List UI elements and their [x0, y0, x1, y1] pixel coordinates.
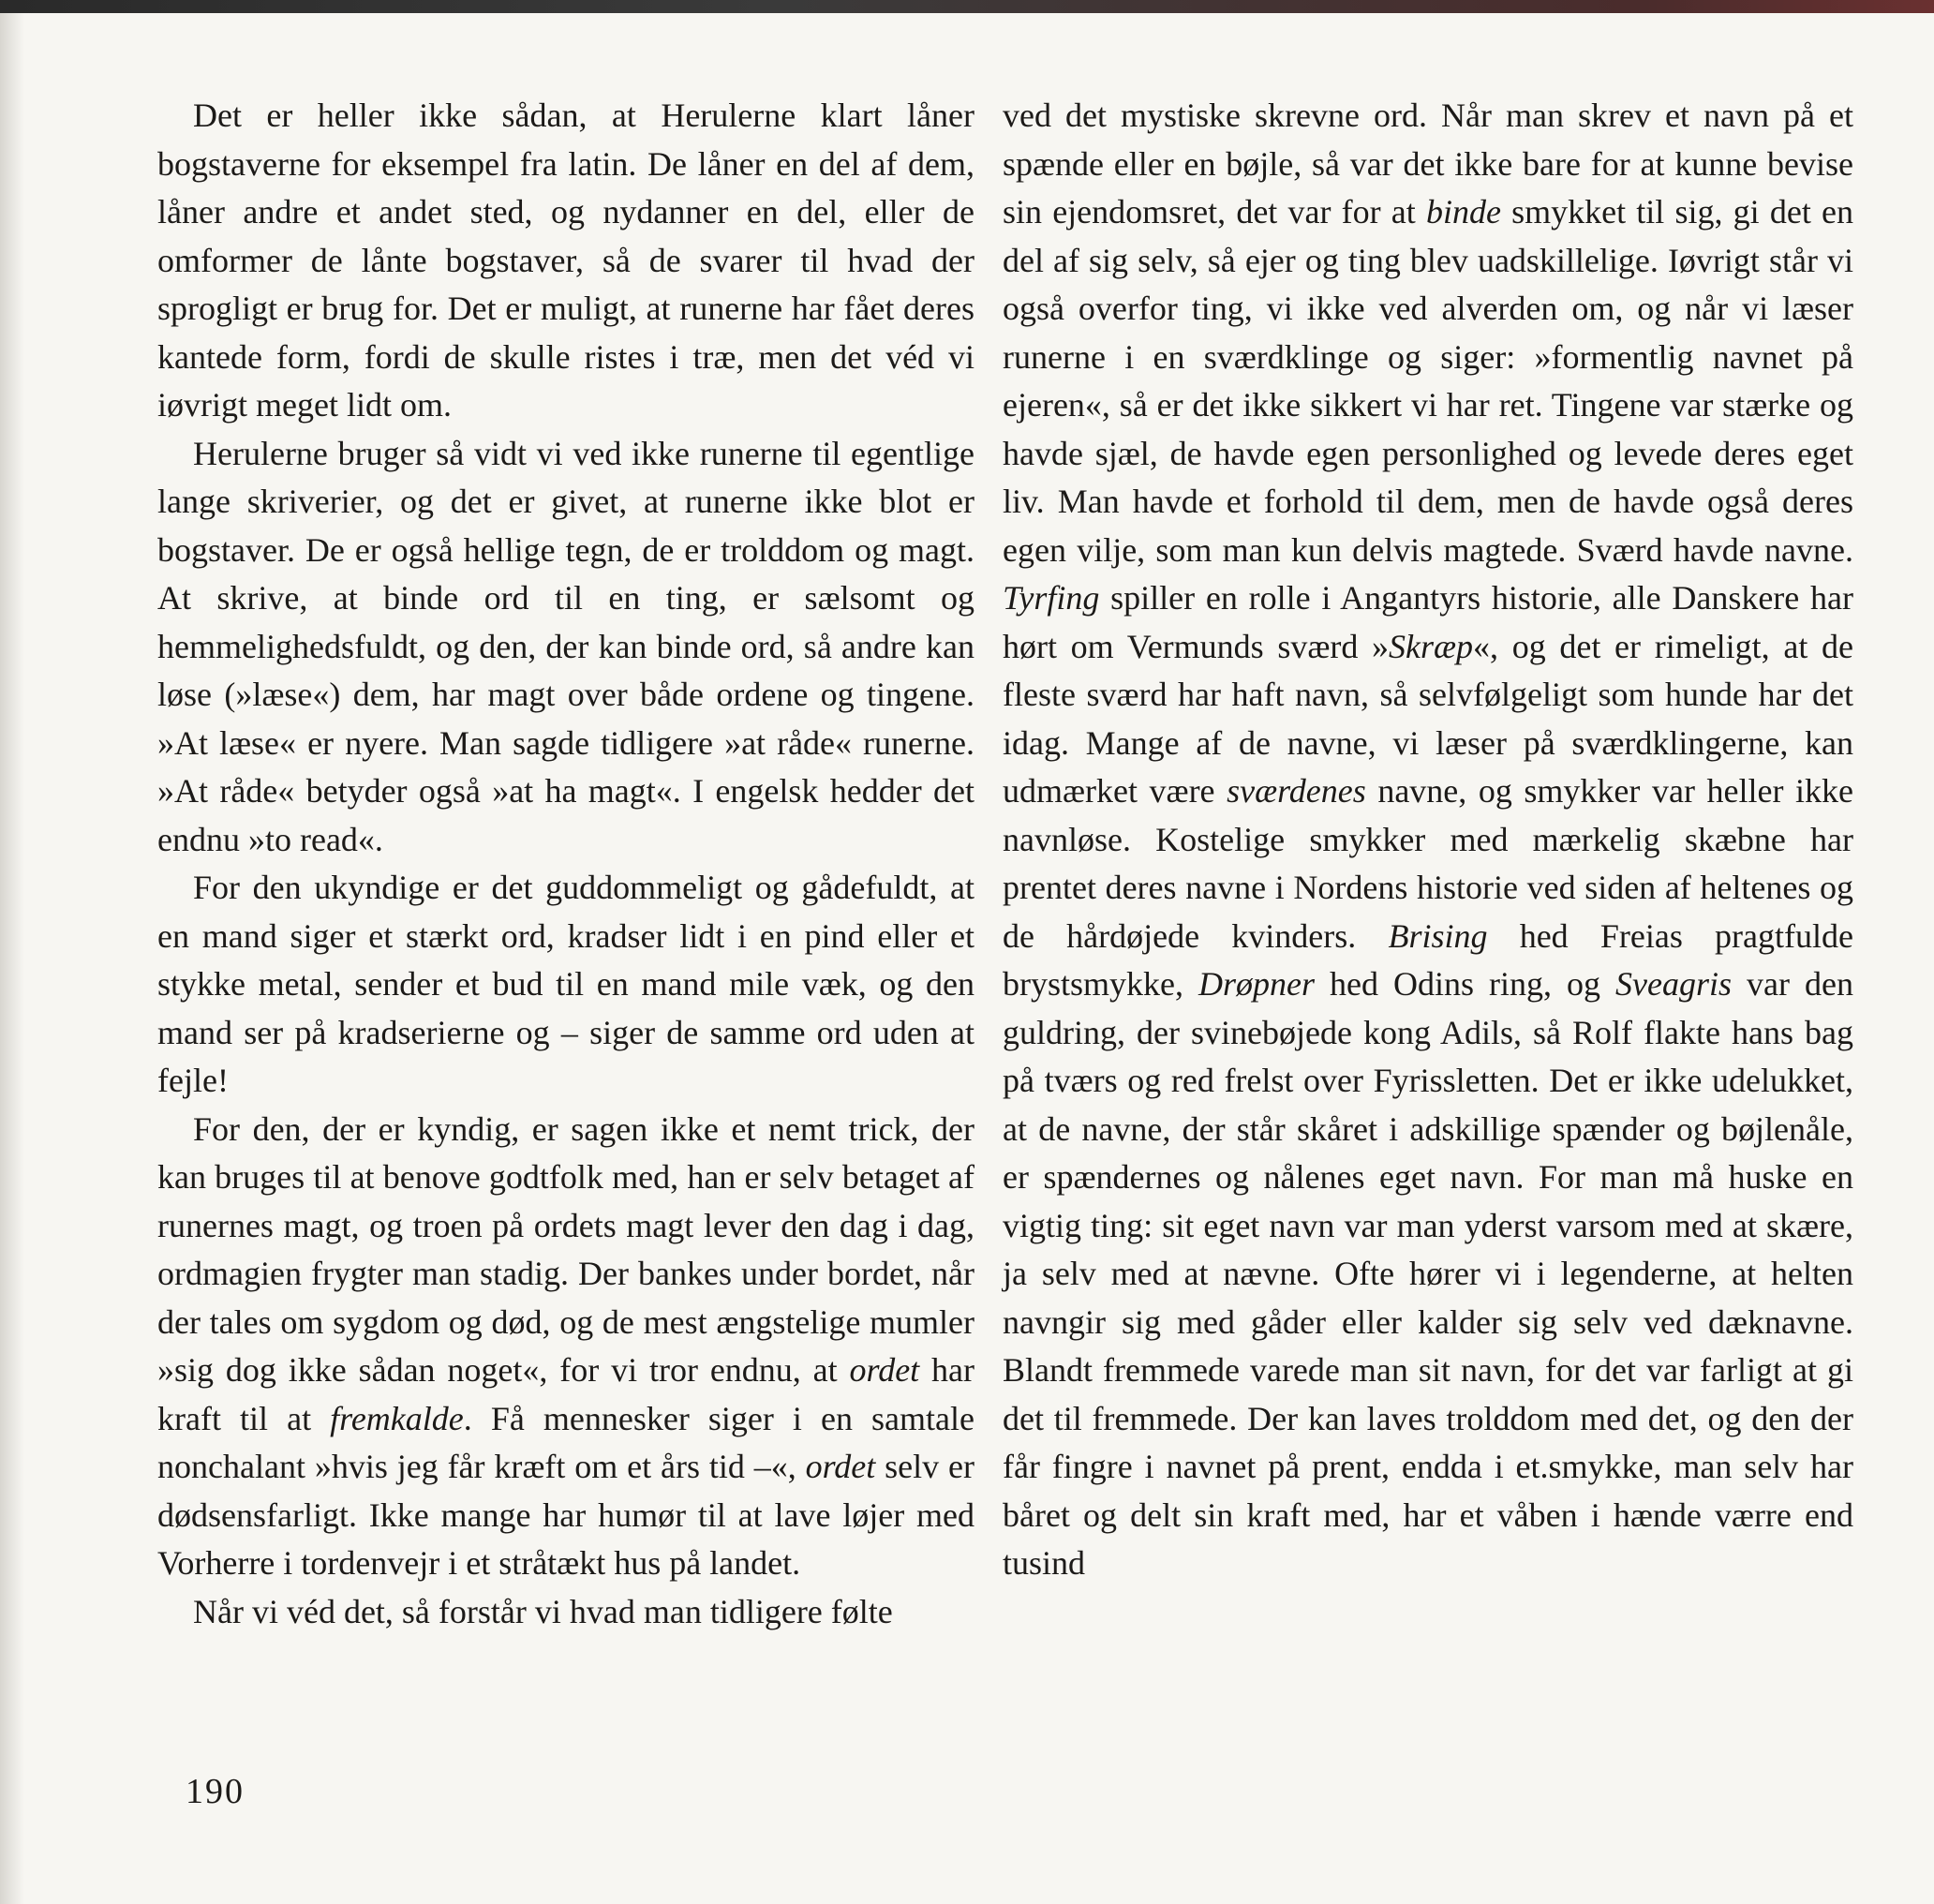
italic-text: sværdenes: [1227, 772, 1366, 810]
right-column: [1003, 92, 1853, 1588]
italic-text: Brising: [1388, 916, 1488, 955]
text-run: var den guldring, der svinebøjede kong Adils, så Rolf flakte hans bag på tværs og red frelst over Fyrissletten. Det er ikke udelukket, at de navne, der står skåret i adskillige spænder og bøjlenåle, er spændernes og nålenes eget navn. For man må huske en vigtig ting: sit eget navn var man yderst varsom med at skære, ja selv med at nævne. Ofte hører vi i legenderne, at helten navngir sig med gåder eller kalder sig selv ved dæknavne. Blandt fremmede varede man sit navn, for det var farligt at gi det til fremmede. Der kan laves trolddom med det, og den der får fingre i navnet på prent, endda i et.smykke, man selv har båret og delt sin kraft med, har et våben i hænde værre end tusind: [1003, 965, 1853, 1582]
italic-text: binde: [1425, 193, 1501, 231]
text-run: ved det mystiske skrevne ord. Når man skrev et navn på et spænde eller en bøjle, så var det ikke bare for at kunne bevise sin ejendomsret, det var for at: [1003, 97, 1853, 231]
paragraph-2: Herulerne bruger så vidt vi ved ikke runerne til egentlige lange skriverier, og det er givet, at runerne ikke blot er bogstaver. De er også hellige tegn, de er trolddom og magt. At skrive, at binde ord til en ting, er sælsomt og hemmelighedsfuldt, og den, der kan binde ord, så andre kan løse (»læse«) dem, har magt over både ordene og tingene. »At læse« er nyere. Man sagde tidligere »at råde« runerne. »At råde« betyder også »at ha magt«. I engelsk hedder det endnu »to read«.: [157, 434, 974, 858]
italic-text: fremkalde: [330, 1399, 464, 1437]
text-run: smykket til sig, gi det en del af sig selv, så ejer og ting blev uadskillelige. Iøvrigt står vi også overfor ting, vi ikke ved alverden om, og når vi læser runerne i en sværdklinge og siger: »formentlig navnet på ejeren«, så er det ikke sikkert vi har ret. Tingene var stærke og havde sjæl, de havde egen personlighed og levede deres eget liv. Man havde et forhold til dem, men de havde også deres egen vilje, som man kun delvis magtede. Sværd havde navne.: [1003, 193, 1853, 569]
italic-text: ordet: [849, 1351, 920, 1389]
paragraph-continued: [1003, 92, 1853, 1588]
paragraph-5: Når vi véd det, så forstår vi hvad man tidligere følte: [193, 1592, 893, 1630]
paragraph-4: [157, 1106, 974, 1588]
italic-text: Sveagris: [1615, 965, 1733, 1003]
italic-text: Skræp: [1389, 627, 1474, 665]
gutter-shadow: [0, 13, 24, 1904]
text-run: «, og det er rimeligt, at de fleste sværd har haft navn, så selvfølgeligt som hunde har det idag. Mange af de navne, vi læser på sværdklingerne, kan udmærket være: [1003, 627, 1853, 810]
italic-text: Drøpner: [1198, 965, 1315, 1003]
italic-text: ordet: [805, 1448, 876, 1485]
text-run: selv er dødsensfarligt. Ikke mange har humør til at lave løjer med Vorherre i tordenvejr i et stråtækt hus på landet.: [157, 1448, 974, 1582]
text-run: . Få mennesker siger i en samtale nonchalant »hvis jeg får kræft om et års tid –«,: [157, 1399, 974, 1485]
top-edge-border: [0, 0, 1934, 13]
text-run: spiller en rolle i Angantyrs historie, alle Danskere har hørt om Vermunds sværd »: [1003, 579, 1853, 665]
left-column: [157, 92, 974, 1636]
text-run: hed Freias pragtfulde brystsmykke,: [1003, 916, 1853, 1003]
book-page: [0, 13, 1934, 1904]
text-run: navne, og smykker var heller ikke navnløse. Kostelige smykker med mærkelig skæbne har prentet deres navne i Nordens historie ved siden af heltenes og de hårdøjede kvinders.: [1003, 772, 1853, 955]
paragraph-1: Det er heller ikke sådan, at Herulerne klart låner bogstaverne for eksempel fra latin. De låner en del af dem, låner andre et andet sted, og nydanner en del, eller de omformer de lånte bogstaver, så de svarer til hvad der sprogligt er brug for. Det er muligt, at runerne har fået deres kantede form, fordi de skulle ristes i træ, men det véd vi iøvrigt meget lidt om.: [157, 97, 974, 424]
text-run: For den, der er kyndig, er sagen ikke et nemt trick, der kan bruges til at benove godtfolk med, han er selv betaget af runernes magt, og troen på ordets magt lever den dag i dag, ordmagien frygter man stadig. Der bankes under bordet, når der tales om sygdom og død, og de mest ængstelige mumler »sig dog ikke sådan noget«, for vi tror endnu, at: [157, 1109, 974, 1389]
italic-text: Tyrfing: [1003, 579, 1100, 617]
text-run: har kraft til at: [157, 1351, 975, 1437]
text-run: hed Odins ring, og: [1315, 965, 1616, 1003]
paragraph-3: For den ukyndige er det guddommeligt og gådefuldt, at en mand siger et stærkt ord, kradser lidt i en pind eller et stykke metal, sender et bud til en mand mile væk, og den mand ser på kradserierne og – siger de samme ord uden at fejle!: [157, 869, 974, 1099]
page-number: 190: [186, 1772, 245, 1811]
